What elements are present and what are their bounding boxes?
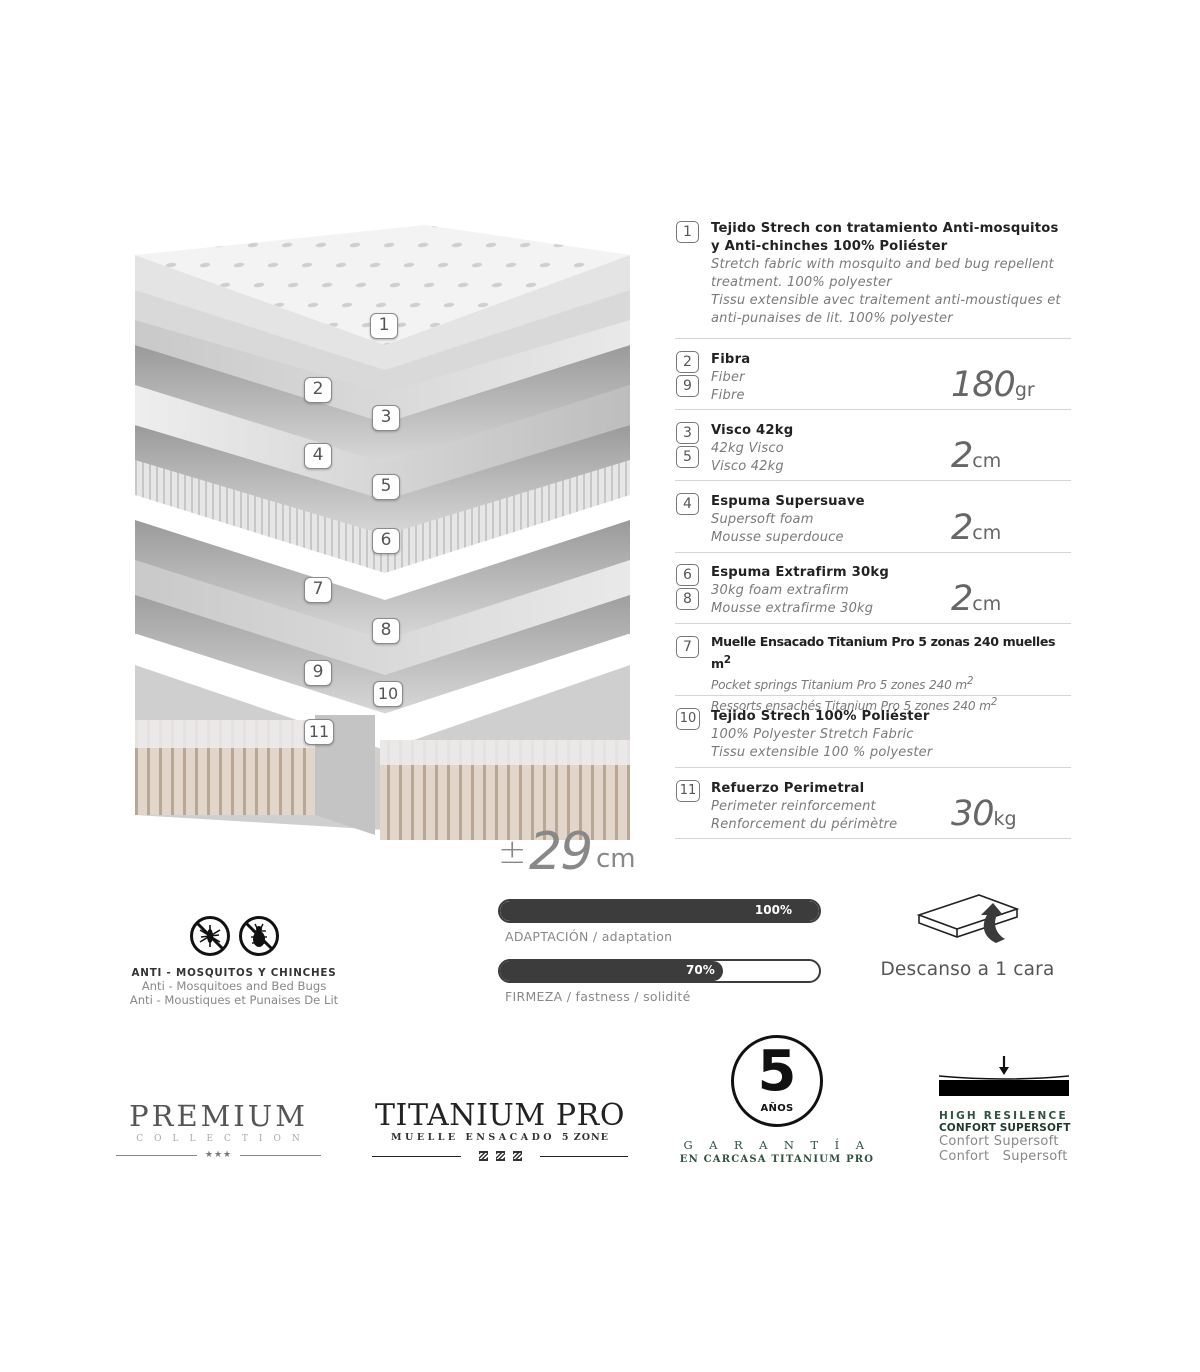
warranty-years-word: AÑOS — [760, 1103, 794, 1114]
spec-value-unit: gr — [1014, 379, 1035, 401]
spec-badge: 8 — [676, 588, 699, 610]
spec-badge: 4 — [676, 493, 699, 515]
spec-row-7 — [675, 696, 1071, 768]
layer-badge-8: 8 — [372, 618, 400, 644]
spec-line-fr-superscript: 2 — [990, 697, 998, 709]
spec-badge: 2 — [676, 351, 699, 373]
spec-title: Espuma Supersuave — [711, 494, 865, 509]
divider-line — [116, 1155, 197, 1156]
premium-collection-logo — [116, 1100, 321, 1160]
spec-value-number: 2 — [951, 579, 973, 619]
one-face-label: Descanso a 1 cara — [880, 959, 1055, 980]
divider-line — [540, 1156, 629, 1157]
flip-mattress-icon — [913, 885, 1023, 947]
spec-value — [951, 365, 1035, 405]
premium-word: PREMIUM — [129, 1099, 308, 1133]
pressure-arrow-icon — [939, 1056, 1069, 1096]
spec-line-fr: Visco 42kg — [711, 459, 784, 474]
spec-title: Refuerzo Perimetral — [711, 781, 865, 796]
high-resilience-feature — [939, 1056, 1071, 1164]
spec-badge: 10 — [676, 708, 700, 730]
spec-line-en: Stretch fabric with mosquito and bed bug repellent — [711, 257, 1054, 272]
spec-line-fr-text: Ressorts ensachés Titanium Pro 5 zones 240 m — [711, 699, 991, 714]
adaptation-meter — [498, 899, 821, 944]
spec-title-line2: y Anti-chinches 100% Poliéster — [711, 239, 948, 254]
mattress-height — [495, 822, 675, 882]
spec-line-en-superscript: 2 — [966, 676, 974, 688]
spec-row-3 — [675, 410, 1071, 481]
layer-badge-10: 10 — [373, 681, 403, 707]
spec-line-en — [711, 673, 1071, 694]
anti-line-en: Anti - Mosquitoes and Bed Bugs — [141, 979, 327, 993]
spec-badge: 6 — [676, 564, 699, 586]
titanium-pro-logo — [372, 1100, 628, 1161]
spec-value-number: 2 — [951, 508, 973, 548]
spec-badge: 11 — [676, 780, 700, 802]
spec-value — [951, 436, 1001, 476]
layer-spec-list — [675, 215, 1071, 839]
spec-line-en: 100% Polyester Stretch Fabric — [711, 727, 914, 742]
anti-title: ANTI - MOSQUITOS Y CHINCHES — [131, 967, 337, 979]
spec-line-en-text: Pocket springs Titanium Pro 5 zones 240 m — [711, 678, 967, 693]
layer-badge-1: 1 — [370, 313, 398, 339]
spec-line-fr-2: anti-punaises de lit. 100% polyester — [711, 311, 953, 326]
spec-row-2 — [675, 339, 1071, 410]
firmness-meter — [498, 959, 821, 1004]
spec-line-en: Perimeter reinforcement — [711, 799, 876, 814]
spec-title — [711, 633, 1071, 673]
spec-row-4 — [675, 481, 1071, 553]
anti-mosquito-feature — [128, 915, 340, 1007]
one-face-feature — [870, 885, 1065, 980]
layer-badge-6: 6 — [372, 528, 400, 554]
spec-title: Tejido Strech con tratamiento Anti-mosquitos — [711, 221, 1059, 236]
spec-row-1 — [675, 215, 1071, 339]
spec-line-fr: Tissu extensible 100 % polyester — [711, 745, 933, 760]
firmness-label: FIRMEZA / fastness / solidité — [505, 989, 691, 1004]
warranty-circle-icon — [731, 1035, 823, 1127]
titanium-subtitle-text: MUELLE ENSACADO — [391, 1132, 562, 1143]
stars-icon: ★★★ — [204, 1150, 233, 1160]
adaptation-percent: 100% — [754, 903, 792, 917]
titanium-word: TITANIUM PRO — [374, 1098, 626, 1133]
spring-icon — [513, 1151, 522, 1161]
mattress-layers-illustration — [135, 195, 630, 855]
spec-badge: 9 — [676, 375, 699, 397]
spring-icon — [496, 1151, 505, 1161]
mattress-drawing — [135, 195, 630, 855]
adaptation-bar-track — [498, 899, 821, 923]
titanium-zone-text: 5 ZONE — [561, 1132, 609, 1143]
spec-row-5 — [675, 553, 1071, 624]
spec-row-8 — [675, 768, 1071, 839]
spec-line-en-2: treatment. 100% polyester — [711, 275, 892, 290]
spec-line-en: Supersoft foam — [711, 512, 814, 527]
warranty-years-number: 5 — [757, 1039, 797, 1104]
layer-badge-5: 5 — [372, 474, 400, 500]
adaptation-label: ADAPTACIÓN / adaptation — [505, 929, 673, 944]
spec-title: Fibra — [711, 352, 751, 367]
spring-icon — [479, 1151, 488, 1161]
resilience-line-2: Confort Supersoft — [939, 1149, 1068, 1164]
anti-line-fr: Anti - Moustiques et Punaises De Lit — [129, 993, 339, 1007]
spec-value — [951, 794, 1017, 834]
spec-value-number: 180 — [951, 365, 1015, 405]
height-value: 29 — [529, 822, 592, 882]
spec-line-en: 42kg Visco — [711, 441, 784, 456]
plus-minus-sign: ± — [498, 832, 527, 872]
spec-value-unit: cm — [972, 522, 1002, 544]
layer-badge-11: 11 — [304, 719, 334, 745]
layer-badge-3: 3 — [372, 405, 400, 431]
layer-badge-4: 4 — [304, 443, 332, 469]
no-mosquito-icon — [189, 915, 231, 957]
spec-value — [951, 508, 1001, 548]
resilience-line-1: Confort Supersoft — [939, 1134, 1059, 1149]
spec-badge: 5 — [676, 446, 699, 468]
spec-value-unit: kg — [993, 808, 1017, 830]
height-unit: cm — [596, 844, 636, 874]
warranty-title: GARANTÍA — [683, 1138, 881, 1152]
spec-row-6 — [675, 624, 1071, 714]
resilience-title: HIGH RESILENCE — [939, 1110, 1068, 1122]
spec-line-en: Fiber — [711, 370, 745, 385]
spec-badge: 1 — [676, 221, 699, 243]
layer-badge-9: 9 — [304, 660, 332, 686]
divider-line — [372, 1156, 461, 1157]
spec-badge: 3 — [676, 422, 699, 444]
no-bedbug-icon — [238, 915, 280, 957]
divider-line — [240, 1155, 321, 1156]
spec-title-superscript: 2 — [723, 654, 731, 666]
premium-collection-word: COLLECTION — [136, 1134, 311, 1144]
spec-title: Tejido Strech 100% Poliéster — [711, 709, 930, 724]
spec-value-number: 30 — [951, 794, 994, 834]
titanium-subtitle — [372, 1132, 628, 1143]
spec-value-unit: cm — [972, 593, 1002, 615]
warranty-subtitle: EN CARCASA TITANIUM PRO — [679, 1154, 875, 1165]
spec-line-fr: Mousse superdouce — [711, 530, 844, 545]
warranty-badge — [672, 1035, 882, 1165]
spec-value — [951, 579, 1001, 619]
firmness-bar-track — [498, 959, 821, 983]
spec-value-unit: cm — [972, 450, 1002, 472]
spec-line-fr: Renforcement du périmètre — [711, 817, 898, 832]
spec-title: Espuma Extrafirm 30kg — [711, 565, 889, 580]
spec-value-number: 2 — [951, 436, 973, 476]
layer-badge-7: 7 — [304, 577, 332, 603]
layer-badge-2: 2 — [304, 377, 332, 403]
spec-badge: 7 — [676, 636, 699, 658]
resilience-subtitle: CONFORT SUPERSOFT — [939, 1122, 1071, 1134]
spec-title-text: Muelle Ensacado Titanium Pro 5 zonas 240 muelles m — [711, 634, 1056, 672]
spec-line-fr: Fibre — [711, 388, 745, 403]
spec-line-en: 30kg foam extrafirm — [711, 583, 849, 598]
spec-line-fr: Tissu extensible avec traitement anti-moustiques et — [711, 293, 1061, 308]
firmness-percent: 70% — [686, 963, 715, 977]
spec-title: Visco 42kg — [711, 423, 794, 438]
spec-line-fr: Mousse extrafirme 30kg — [711, 601, 874, 616]
spring-icons — [479, 1151, 522, 1161]
